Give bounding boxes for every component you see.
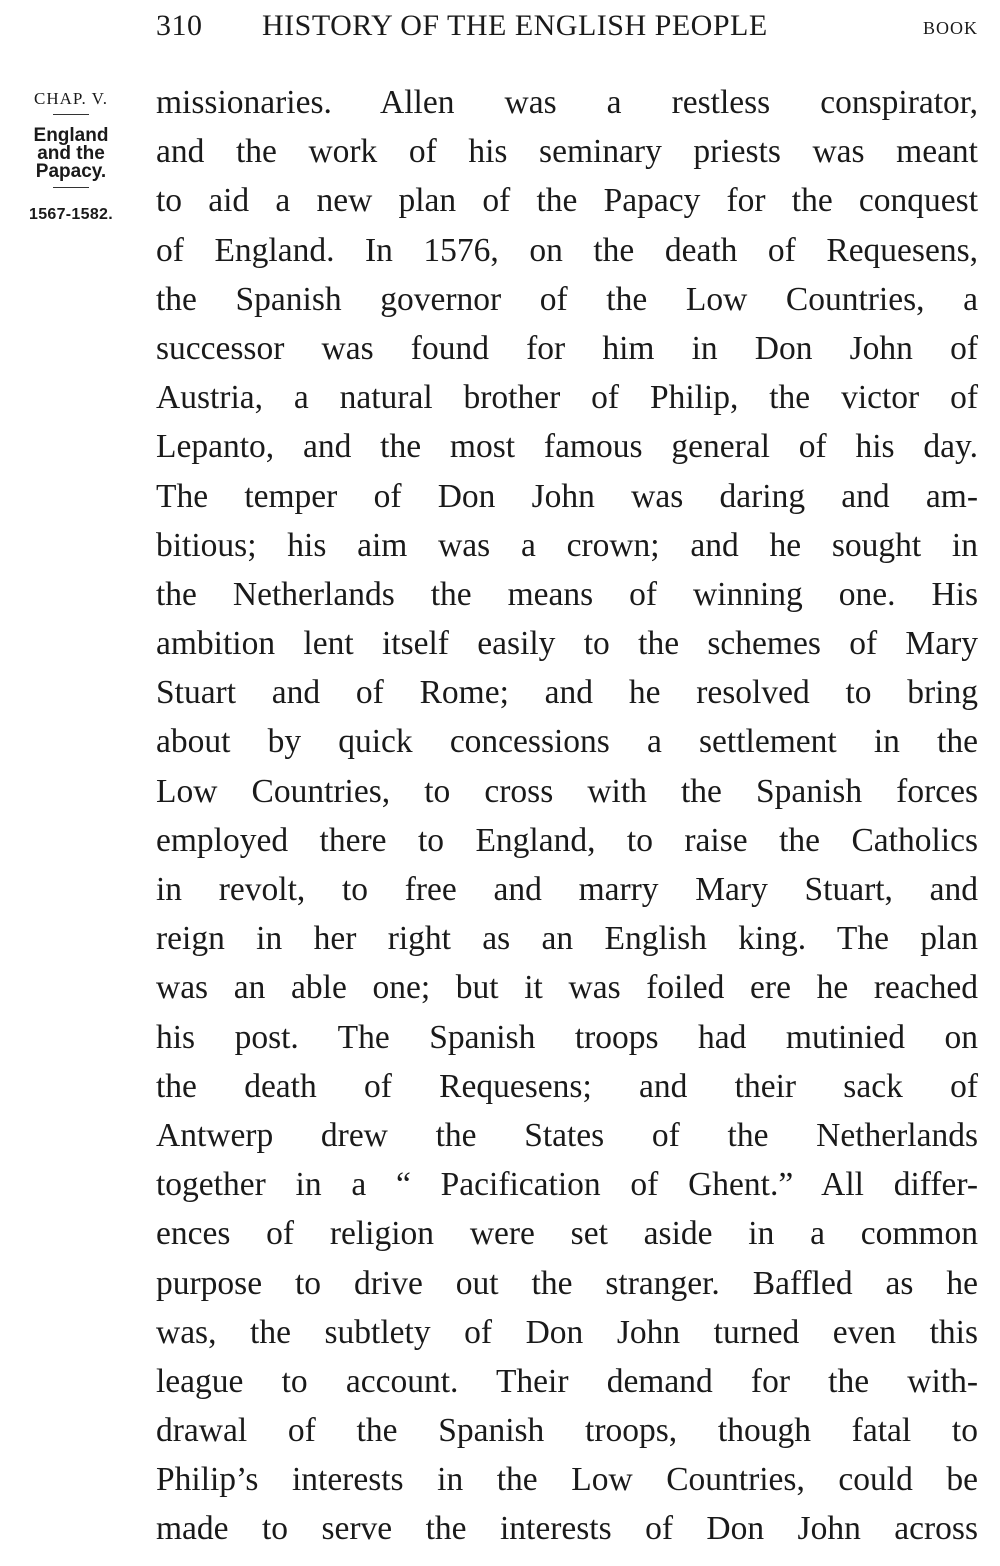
running-head xyxy=(156,6,978,46)
text-line: purpose to drive out the stranger. Baffled as he xyxy=(156,1264,978,1302)
text-line: Low Countries, to cross with the Spanish forces xyxy=(156,772,978,810)
text-line: missionaries. Allen was a restless conspirator, xyxy=(156,84,978,121)
text-line: drawal of the Spanish troops, though fatal to xyxy=(156,1412,978,1450)
topic-sidenote xyxy=(6,127,136,181)
topic-line: England xyxy=(33,125,109,146)
text-line: ambition lent itself easily to the schemes of Mary xyxy=(156,625,978,663)
text-line: employed there to England, to raise the Catholics xyxy=(156,821,978,859)
text-line: about by quick concessions a settlement in the xyxy=(156,723,978,761)
text-line: to aid a new plan of the Papacy for the conquest xyxy=(156,182,978,220)
running-book-label: BOOK xyxy=(922,18,978,38)
text-line: Philip’s interests in the Low Countries, could be xyxy=(156,1461,978,1499)
date-range: 1567-1582. xyxy=(29,206,113,223)
text-line: and the work of his seminary priests was meant xyxy=(156,133,978,171)
text-line: Austria, a natural brother of Philip, the victor of xyxy=(156,379,978,417)
text-line: together in a “ Pacification of Ghent.” All differ- xyxy=(156,1166,978,1204)
text-line: his post. The Spanish troops had mutinied on xyxy=(156,1018,978,1056)
text-line: Stuart and of Rome; and he resolved to bring xyxy=(156,674,978,712)
text-line: reign in her right as an English king. The plan xyxy=(156,920,978,958)
text-line: in revolt, to free and marry Mary Stuart, and xyxy=(156,871,978,908)
text-line: made to serve the interests of Don John across xyxy=(156,1510,978,1548)
body-text xyxy=(156,78,978,1554)
text-line: the Netherlands the means of winning one. His xyxy=(156,575,978,613)
text-line: league to account. Their demand for the with- xyxy=(156,1362,978,1400)
text-line: Lepanto, and the most famous general of his day. xyxy=(156,428,978,466)
margin-notes xyxy=(6,84,136,230)
chapter-label: CHAP. V. xyxy=(34,89,108,108)
text-line: the Spanish governor of the Low Countries, a xyxy=(156,280,978,318)
text-line: the death of Requesens; and their sack of xyxy=(156,1067,978,1105)
topic-line: and the xyxy=(37,143,105,164)
text-line: bitious; his aim was a crown; and he sought in xyxy=(156,526,978,564)
margin-rule-bottom xyxy=(53,187,89,188)
text-line: was an able one; but it was foiled ere he reached xyxy=(156,969,978,1007)
text-line: of England. In 1576, on the death of Requesens, xyxy=(156,231,978,269)
margin-rule-top xyxy=(53,114,89,115)
text-line: ences of religion were set aside in a common xyxy=(156,1215,978,1253)
text-line: Antwerp drew the States of the Netherlands xyxy=(156,1116,978,1154)
page-number: 310 xyxy=(156,9,203,42)
text-line: successor was found for him in Don John of xyxy=(156,329,978,367)
running-title: HISTORY OF THE ENGLISH PEOPLE xyxy=(262,9,768,42)
text-line: The temper of Don John was daring and am- xyxy=(156,477,978,515)
topic-line: Papacy. xyxy=(35,161,107,182)
text-line: was, the subtlety of Don John turned even this xyxy=(156,1313,978,1351)
